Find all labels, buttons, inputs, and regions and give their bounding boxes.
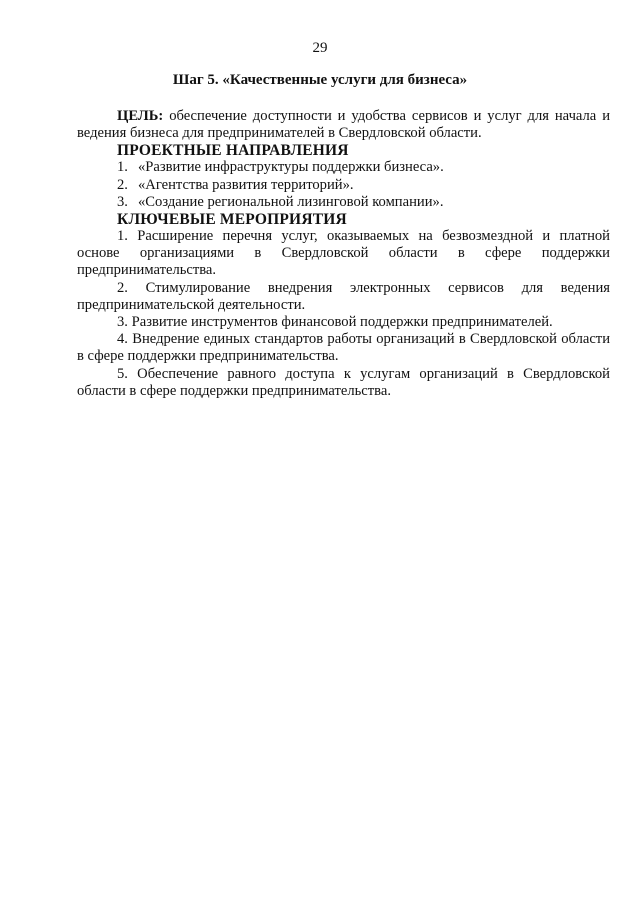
direction-number: 2. — [117, 176, 128, 193]
direction-item-3 — [77, 194, 610, 211]
direction-number: 1. — [117, 159, 128, 176]
page-number: 29 — [312, 40, 328, 56]
event-item-5: 5. Обеспечение равного доступа к услугам организаций в Свердловской области в сфере поддержки предпринимательства. — [77, 365, 610, 399]
direction-number: 3. — [117, 193, 128, 210]
document-body — [77, 108, 610, 400]
goal-text: обеспечение доступности и удобства сервисов и услуг для начала и ведения бизнеса для предпринимателей в Свердловской области. — [77, 108, 610, 142]
direction-text: «Развитие инфраструктуры поддержки бизнеса». — [138, 159, 444, 176]
event-item-2: 2. Стимулирование внедрения электронных сервисов для ведения предпринимательской деятельности. — [77, 279, 610, 313]
directions-heading: ПРОЕКТНЫЕ НАПРАВЛЕНИЯ — [117, 142, 349, 160]
events-heading: КЛЮЧЕВЫЕ МЕРОПРИЯТИЯ — [117, 211, 347, 229]
goal-label: ЦЕЛЬ: — [117, 108, 164, 124]
step-title: Шаг 5. «Качественные услуги для бизнеса» — [172, 72, 468, 88]
direction-item-2 — [77, 177, 610, 194]
direction-item-1 — [77, 159, 610, 176]
events-list — [77, 228, 610, 400]
direction-text: «Создание региональной лизинговой компании». — [138, 193, 444, 210]
direction-text: «Агентства развития территорий». — [138, 176, 354, 193]
event-item-1: 1. Расширение перечня услуг, оказываемых на безвозмездной и платной основе организациями в Свердловской области в сфере поддержки предпринимательства. — [77, 228, 610, 279]
event-item-3: 3. Развитие инструментов финансовой поддержки предпринимателей. — [117, 314, 553, 331]
directions-list — [77, 159, 610, 211]
goal-paragraph — [77, 108, 610, 142]
event-item-4: 4. Внедрение единых стандартов работы организаций в Свердловской области в сфере поддержки предпринимательства. — [77, 331, 610, 365]
